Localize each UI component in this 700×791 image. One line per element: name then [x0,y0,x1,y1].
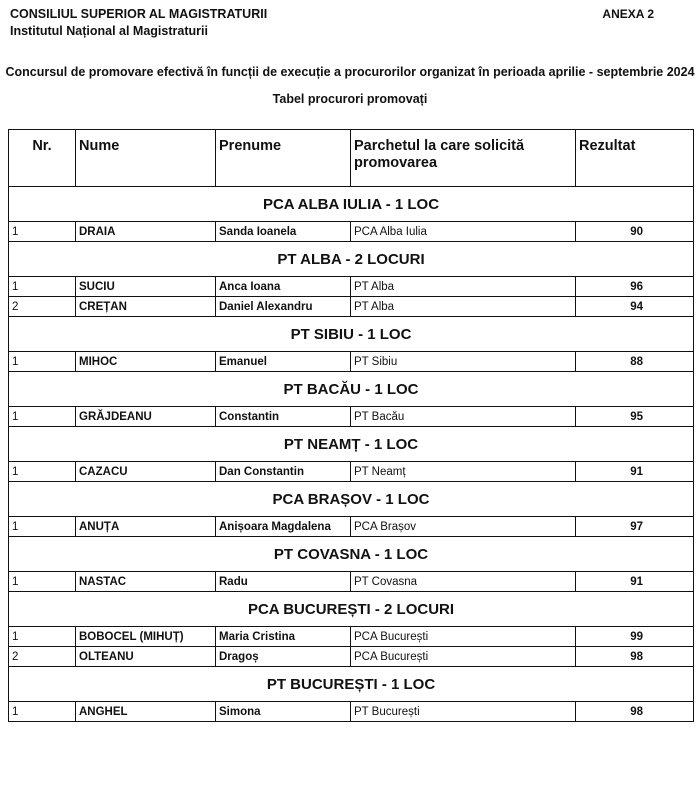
result-score: 95 [576,407,694,427]
first-name: Anca Ioana [216,277,351,297]
table-row [9,572,694,592]
annex-label: ANEXA 2 [602,7,654,21]
result-score: 96 [576,277,694,297]
result-score: 91 [576,572,694,592]
prosecutor-office: PCA Alba Iulia [351,222,576,242]
first-name: Dan Constantin [216,462,351,482]
row-number: 1 [9,352,76,372]
section-heading-row [9,372,694,407]
section-heading: PT COVASNA - 1 LOC [9,537,694,572]
row-number: 2 [9,647,76,667]
last-name: CAZACU [76,462,216,482]
table-row [9,462,694,482]
first-name: Dragoș [216,647,351,667]
row-number: 1 [9,517,76,537]
row-number: 1 [9,572,76,592]
row-number: 1 [9,407,76,427]
table-row [9,277,694,297]
table-row [9,647,694,667]
document-subtitle: Tabel procurori promovați [272,92,428,106]
last-name: NASTAC [76,572,216,592]
section-heading-row [9,427,694,462]
section-heading: PT ALBA - 2 LOCURI [9,242,694,277]
table-row [9,407,694,427]
row-number: 1 [9,627,76,647]
section-heading-row [9,592,694,627]
prosecutor-office: PCA București [351,647,576,667]
section-heading: PT SIBIU - 1 LOC [9,317,694,352]
result-score: 94 [576,297,694,317]
results-table [8,129,694,722]
table-row [9,627,694,647]
row-number: 1 [9,277,76,297]
last-name: DRAIA [76,222,216,242]
result-score: 88 [576,352,694,372]
last-name: CREȚAN [76,297,216,317]
section-heading-row [9,482,694,517]
column-header-prosecutor-office: Parchetul la care solicită promovarea [351,130,576,187]
section-heading: PCA ALBA IULIA - 1 LOC [9,187,694,222]
table-row [9,297,694,317]
last-name: SUCIU [76,277,216,297]
institute-name: Institutul Național al Magistraturii [10,24,208,38]
last-name: BOBOCEL (MIHUȚ) [76,627,216,647]
section-heading-row [9,317,694,352]
result-score: 90 [576,222,694,242]
first-name: Simona [216,702,351,722]
first-name: Constantin [216,407,351,427]
section-heading-row [9,187,694,222]
prosecutor-office: PT Alba [351,297,576,317]
row-number: 2 [9,297,76,317]
prosecutor-office: PT Bacău [351,407,576,427]
result-score: 98 [576,647,694,667]
section-heading: PCA BUCUREȘTI - 2 LOCURI [9,592,694,627]
section-heading: PT BUCUREȘTI - 1 LOC [9,667,694,702]
row-number: 1 [9,222,76,242]
result-score: 99 [576,627,694,647]
section-heading-row [9,537,694,572]
result-score: 98 [576,702,694,722]
table-body [9,187,694,722]
last-name: GRĂJDEANU [76,407,216,427]
section-heading: PT BACĂU - 1 LOC [9,372,694,407]
organization-name: CONSILIUL SUPERIOR AL MAGISTRATURII [10,7,268,21]
prosecutor-office: PT Covasna [351,572,576,592]
document-header [10,6,267,40]
first-name: Emanuel [216,352,351,372]
column-header-name: Nume [76,130,216,187]
section-heading-row [9,242,694,277]
result-score: 91 [576,462,694,482]
column-header-first-name: Prenume [216,130,351,187]
last-name: MIHOC [76,352,216,372]
section-heading: PT NEAMȚ - 1 LOC [9,427,694,462]
prosecutor-office: PT Alba [351,277,576,297]
first-name: Radu [216,572,351,592]
table-header-row [9,130,694,187]
prosecutor-office: PT Sibiu [351,352,576,372]
prosecutor-office: PT București [351,702,576,722]
section-heading: PCA BRAȘOV - 1 LOC [9,482,694,517]
row-number: 1 [9,702,76,722]
last-name: ANUȚA [76,517,216,537]
prosecutor-office: PT Neamț [351,462,576,482]
last-name: ANGHEL [76,702,216,722]
first-name: Sanda Ioanela [216,222,351,242]
column-header-nr: Nr. [9,130,76,187]
table-row [9,352,694,372]
table-row [9,517,694,537]
first-name: Daniel Alexandru [216,297,351,317]
first-name: Maria Cristina [216,627,351,647]
document-title: Concursul de promovare efectivă în funcții de execuție a procurorilor organizat în perioada aprilie - septembrie 2024 [5,65,695,79]
row-number: 1 [9,462,76,482]
column-header-result: Rezultat [576,130,694,187]
last-name: OLTEANU [76,647,216,667]
result-score: 97 [576,517,694,537]
first-name: Anișoara Magdalena [216,517,351,537]
prosecutor-office: PCA Brașov [351,517,576,537]
prosecutor-office: PCA București [351,627,576,647]
section-heading-row [9,667,694,702]
table-row [9,702,694,722]
table-row [9,222,694,242]
